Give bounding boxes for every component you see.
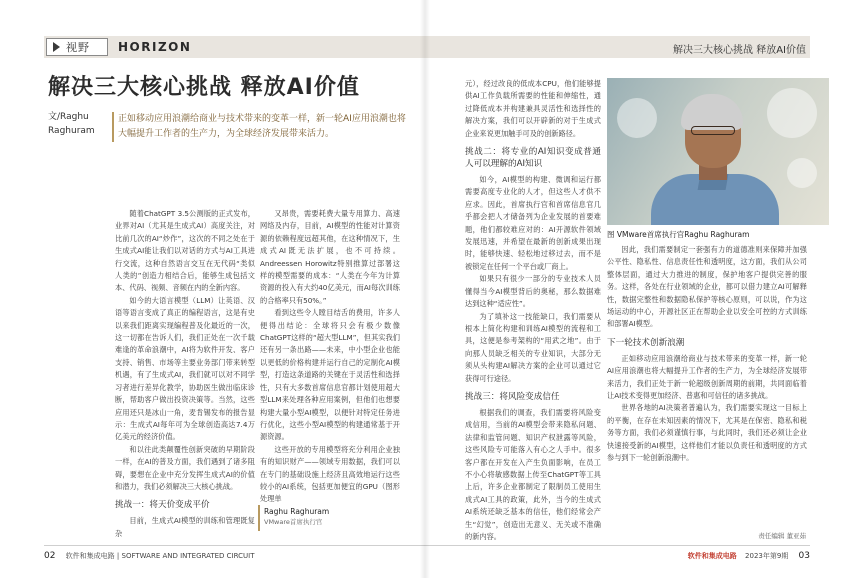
paragraph: 又昂贵，需要耗费大量专用算力、高速网络及内存，目前，AI模型的性能对计算资源的依赖程度远超其他，在这种情况下，生成式AI既无法扩展，也不可持续。Andreessen Horowitz特别推算过部署这样的模型需要的成本：“人类在今年为计算资源的投入有大约40亿美元，而AI每次训练的合格率只有50%。”	[260, 209, 400, 305]
paragraph: 如今，AI模型的构建、微调和运行都需要高度专业化的人才，但这些人才供不应求。因此，首席执行官和首席信息官几乎都会把人才储备列为企业发展的首要难题，他们都较难应对的：AI开源软件领域发展迅速，并希望在最新的创新成果出现时，能够快速、轻松地过移过去，而不是被锁定在任何一个平台或厂商上。	[465, 175, 601, 271]
section-heading: 挑战一：将天价变成平价	[115, 500, 210, 511]
byline	[48, 110, 108, 138]
footer-left	[44, 551, 255, 561]
section-tag	[46, 38, 108, 56]
section-label: 视野	[66, 41, 90, 54]
paragraph: 因此，我们需要制定一套强有力的道德准则来保障并加强公平性、隐私性、信息责任性和透明度，这方面，我们从公司整体层面，通过大力推进的制度，保护地客户提供完善的服务。这样，各处在行业领域的企业，都可以借力建立AI可解释性，数据完整性和数据隐私保护等核心原则，可以说，作为这场运动的中心，开源社区正在帮助企业以安全可控的方式训练和部署AI模型。	[607, 245, 807, 329]
byline-prefix: 文/Raghu	[48, 112, 89, 122]
photo-caption: 图 VMware首席执行官Raghu Raghuram	[607, 230, 750, 239]
paragraph: 这些开放的专用模型将充分利用企业独有的知识财产——领域专用数据，我们可以在专门的基础设施上经济且高效地运行这些较小的AI系统，包括更加便宜的GPU（图形处理单	[260, 444, 400, 504]
paragraph: 看到这些令人瞠目结舌的费用，许多人便得出结论：全球将只会有极少数像ChatGPT这样的“超大型LLM”，但其实我们还有另一条出路——未来，中小型企业也能以更低的价格构建并运行自己的定制化AI模型，打造这条道路的关键在于灵活性和选择性，只有大多数首席信息官都计划使用超大型LLM来处理各种应用案例，但他们也想要构建大量小型AI模型，以便针对特定任务进行优化，这些小型AI模型的构建通常基于开源资源。	[260, 308, 400, 442]
paragraph: 如果只有很少一部分的专业技术人员懂得当今AI模型背后的奥秘，那么数据难达到这种“适应性”。	[465, 274, 601, 309]
paragraph: 正如移动应用浪潮给商业与技术带来的变革一样，新一轮AI应用浪潮也将大幅提升工作者的生产力，为全球经济发展带来活力，我们正处于新一轮超级创新周期的前期，共同面临着让AI技术变得更加经济、普惠和可信任的诸多挑战。	[607, 353, 807, 401]
footer-rule	[44, 545, 425, 546]
spine-gutter	[420, 0, 430, 578]
name-card-name: Raghu Raghuram	[264, 507, 330, 516]
glasses	[691, 126, 735, 135]
portrait-photo	[607, 78, 829, 225]
article-title: 解决三大核心挑战 释放AI价值	[48, 75, 360, 100]
paragraph: 为了填补这一技能缺口，我们需要从根本上简化构建和训练AI模型的流程和工具，这便是参考架构的“用武之地”。由于向那人员缺乏相关的专业知识，大部分无须从头构建AI解决方案的企业可以通过它获得可行途径。	[465, 311, 601, 383]
publication-name: 软件和集成电路 | SOFTWARE AND INTEGRATED CIRCUIT	[65, 552, 255, 560]
footer-right	[688, 551, 810, 561]
right-column-1	[465, 78, 601, 543]
paragraph: 如今的大语言模型（LLM）让英语、汉语等语言变成了真正的编程语言，这是有史以来我们距离实现编程普及化最近的一次，这一切都在告诉人们，我们正处在一次千载难逢的革命浪潮中，AI将为软件开发、客户支持、销售、市场等主要业务部门带来转型机遇，有了生成式AI，我们就可以对不同学习者进行差异化教学，协助医生做出临床诊断，帮助客户做出投资决策等。当然，这些应用还只是冰山一角，麦肯锡发布的报告显示：生成式AI每年可为全球创造高达7.4万亿美元的经济价值。	[115, 295, 255, 442]
paragraph: 随着ChatGPT 3.5公测版的正式发布，业界对AI（尤其是生成式AI）高度关注，对比前几次的AI“炒作”，这次的不同之处在于生成式AI能让我们以对话的方式与AI工具进行交流，这种自然语言交互在无代码“类似人类的”创造力相结合后，能够生成包括文本、代码、视频、音频在内的全新内容。	[115, 209, 255, 293]
paragraph: 和以往此类颠覆性创新突破的早期阶段一样，在AI的普及方面，我们遇到了诸多阻碍，要想在企业中充分发挥生成式AI的价值和潜力，我们必须解决三大核心挑战。	[115, 444, 255, 491]
page-number: 02	[44, 551, 56, 561]
brand-mark: 软件和集成电路	[687, 552, 737, 560]
paragraph: 根据我们的调查，我们需要将风险变成信用，当前的AI模型会带来隐私问题、法律和监管问题、知识产权泄露等风险，这些风险专可能落入有心之人手中。很多客户都在开发在入产生负面影响，在员工不小心将敏感数据上传至ChatGPT等工具上后，许多企业都制定了限制员工使用生成式AI工具的政策，此外，当今的生成式AI系统还缺乏基本的信任，他们经常会产生“幻觉”，创造出无意义、无关或不准确的新内容。	[465, 407, 601, 541]
play-icon	[53, 42, 60, 52]
editor-credit: 责任编辑 董亚茹	[758, 532, 806, 540]
section-heading: 挑战二：将专业的AI知识变成普通人可以理解的AI知识	[465, 147, 601, 170]
right-column-2	[607, 244, 807, 465]
running-title: 解决三大核心挑战 释放AI价值	[673, 45, 806, 56]
byline-name: Raghuram	[48, 126, 95, 136]
page-number: 03	[798, 551, 810, 561]
article-summary: 正如移动应用浪潮给商业与技术带来的变革一样，新一轮AI应用浪潮也将大幅提升工作者的生产力，为全球经济发展带来活力。	[118, 114, 406, 139]
section-english: HORIZON	[118, 40, 192, 54]
right-page	[425, 0, 850, 578]
issue-label: 2023年第9期	[745, 552, 789, 560]
name-card-role: VMware首席执行官	[264, 518, 323, 526]
footer-rule	[425, 545, 810, 546]
left-column-1	[115, 208, 255, 540]
paragraph: 元），经过改良的低成本CPU，他们能够提供AI工作负载所需要的性能和伸缩性，通过降低成本并构建兼具灵活性和选择性的解决方案，我们可以开辟新的对于生成式企业来说更加触手可及的创新路径。	[465, 79, 601, 138]
paragraph: 目前，生成式AI模型的训练和管理既复杂	[115, 516, 255, 538]
section-heading: 下一轮技术创新浪潮	[607, 337, 685, 348]
summary-rule	[112, 112, 114, 142]
name-card	[258, 505, 362, 531]
paragraph: 世界各地的AI决策者普遍认为，我们需要实现这一目标上的平衡，在存在未知因素的情况下，尤其是在保密、隐私和税务等方面，我们必须谨慎行事，与此同时，我们还必须让企业快速接受新的AI模型，这样他们才能以负责任和透明度的方式参与到下一轮创新浪潮中。	[607, 403, 807, 463]
section-heading: 挑战三：将风险变成信任	[465, 391, 560, 402]
left-column-2	[260, 208, 400, 506]
